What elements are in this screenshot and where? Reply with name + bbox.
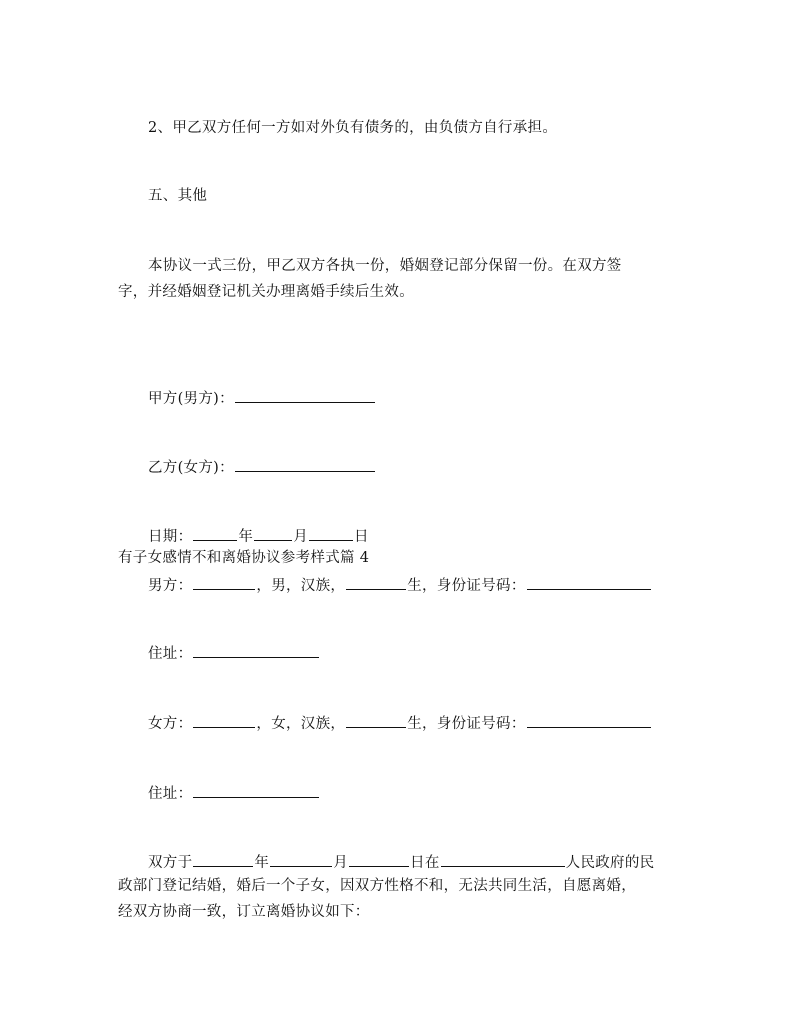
female-info-line — [148, 712, 652, 734]
address-label: 住址： — [148, 786, 193, 802]
female-id-blank[interactable] — [527, 712, 651, 728]
copies-paragraph-line-1: 本协议一式三份，甲乙双方各执一份，婚姻登记部分保留一份。在双方签 — [148, 258, 622, 274]
male-sex-text: ，男，汉族， — [256, 578, 346, 594]
registration-month-label: 月 — [333, 855, 349, 871]
male-info-line — [148, 574, 652, 596]
male-label: 男方： — [148, 578, 193, 594]
male-birth-blank[interactable] — [346, 574, 406, 590]
date-line — [148, 525, 369, 547]
date-year-blank[interactable] — [193, 525, 237, 541]
registration-year-label: 年 — [254, 855, 270, 871]
female-born-text: 生，身份证号码： — [407, 716, 526, 732]
registration-day-at: 日在 — [410, 855, 440, 871]
date-label: 日期： — [148, 529, 193, 545]
male-id-blank[interactable] — [527, 574, 651, 590]
date-day-blank[interactable] — [309, 525, 353, 541]
copies-paragraph-line-2: 字，并经婚姻登记机关办理离婚手续后生效。 — [118, 284, 414, 300]
date-day-label: 日 — [354, 529, 369, 545]
date-year-label: 年 — [238, 529, 254, 545]
male-address-blank[interactable] — [193, 642, 319, 658]
address-label: 住址： — [148, 646, 193, 662]
party-b-label: 乙方(女方)： — [148, 460, 234, 476]
male-address-line — [148, 642, 320, 664]
party-a-signature-blank[interactable] — [235, 387, 375, 403]
female-birth-blank[interactable] — [346, 712, 406, 728]
registration-suffix: 人民政府的民 — [565, 855, 655, 871]
registration-day-blank[interactable] — [349, 851, 409, 867]
registration-place-blank[interactable] — [441, 851, 565, 867]
party-b-signature-line — [148, 456, 376, 478]
registration-month-blank[interactable] — [270, 851, 332, 867]
male-born-text: 生，身份证号码： — [407, 578, 526, 594]
registration-year-blank[interactable] — [193, 851, 253, 867]
female-address-line — [148, 782, 320, 804]
section-heading-other: 五、其他 — [148, 188, 208, 204]
male-name-blank[interactable] — [193, 574, 255, 590]
registration-line-3: 经双方协商一致，订立离婚协议如下： — [118, 904, 370, 920]
date-month-label: 月 — [293, 529, 309, 545]
female-label: 女方： — [148, 716, 193, 732]
female-sex-text: ，女，汉族， — [256, 716, 346, 732]
registration-line-1 — [148, 851, 654, 873]
date-month-blank[interactable] — [254, 525, 292, 541]
female-address-blank[interactable] — [193, 782, 319, 798]
registration-line-2: 政部门登记结婚，婚后一个子女，因双方性格不和，无法共同生活，自愿离婚， — [118, 878, 636, 894]
registration-prefix: 双方于 — [148, 855, 193, 871]
party-a-signature-line — [148, 387, 376, 409]
party-a-label: 甲方(男方)： — [148, 391, 234, 407]
debt-clause: 2、甲乙双方任何一方如对外负有债务的，由负债方自行承担。 — [148, 120, 558, 136]
article-title: 有子女感情不和离婚协议参考样式篇 4 — [118, 550, 370, 566]
party-b-signature-blank[interactable] — [235, 456, 375, 472]
female-name-blank[interactable] — [193, 712, 255, 728]
